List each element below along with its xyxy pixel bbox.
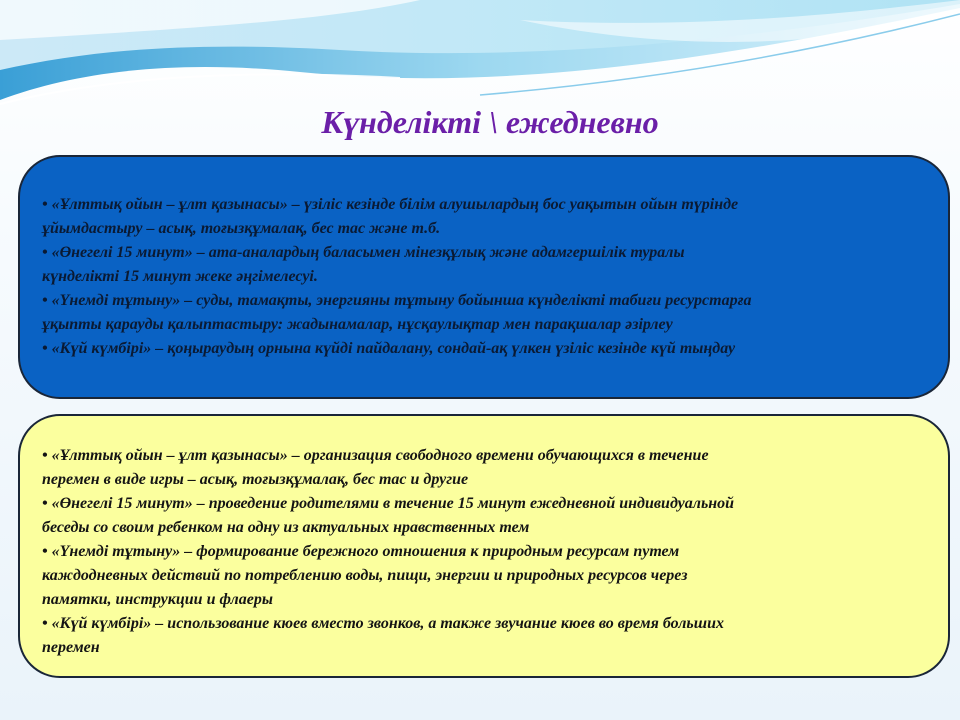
kazakh-text-box — [18, 155, 950, 399]
russian-text-box — [18, 414, 950, 678]
russian-item-kui: • «Күй күмбірі» – использование кюев вместо звонков, а также звучание кюев во время больших перемен — [42, 615, 724, 656]
russian-item-thrifty-consumption: • «Үнемді тұтыну» – формирование бережного отношения к природным ресурсам путем каждодневных действий по потреблению воды, пищи, энергии и природных ресурсов через памятки, инструкции и флаеры — [42, 543, 688, 608]
russian-item-15-minutes: • «Өнегелі 15 минут» – проведение родителями в течение 15 минут ежедневной индивидуальной беседы со своим ребенком на одну из актуальных нравственных тем — [42, 495, 735, 536]
slide-title: Күнделікті \ ежедневно — [321, 104, 659, 140]
kazakh-item-kui: • «Күй күмбірі» – қоңыраудың орнына күйді пайдалану, сондай-ақ үлкен үзіліс кезінде күй тыңдау — [42, 340, 736, 357]
wave-header-decoration — [0, 0, 960, 110]
russian-item-national-games: • «Ұлттық ойын – ұлт қазынасы» – организация свободного времени обучающихся в течение перемен в виде игры – асық, тоғызқұмалақ, бес тас и другие — [42, 447, 709, 488]
kazakh-item-national-games: • «Ұлттық ойын – ұлт қазынасы» – үзіліс кезінде білім алушылардың бос уақытын ойын түрінде ұйымдастыру – асық, тоғызқұмалақ, бес тас және т.б. — [42, 196, 739, 237]
kazakh-item-thrifty-consumption: • «Үнемді тұтыну» – суды, тамақты, энергияны тұтыну бойынша күнделікті табиғи ресурстарға ұқыпты қарауды қалыптастыру: жадынамалар, нұсқаулықтар мен парақшалар әзірлеу — [42, 292, 752, 333]
kazakh-item-15-minutes: • «Өнегелі 15 минут» – ата-аналардың баласымен мінезқұлық және адамгершілік туралы күнделікті 15 минут жеке әңгімелесуі. — [42, 244, 685, 285]
